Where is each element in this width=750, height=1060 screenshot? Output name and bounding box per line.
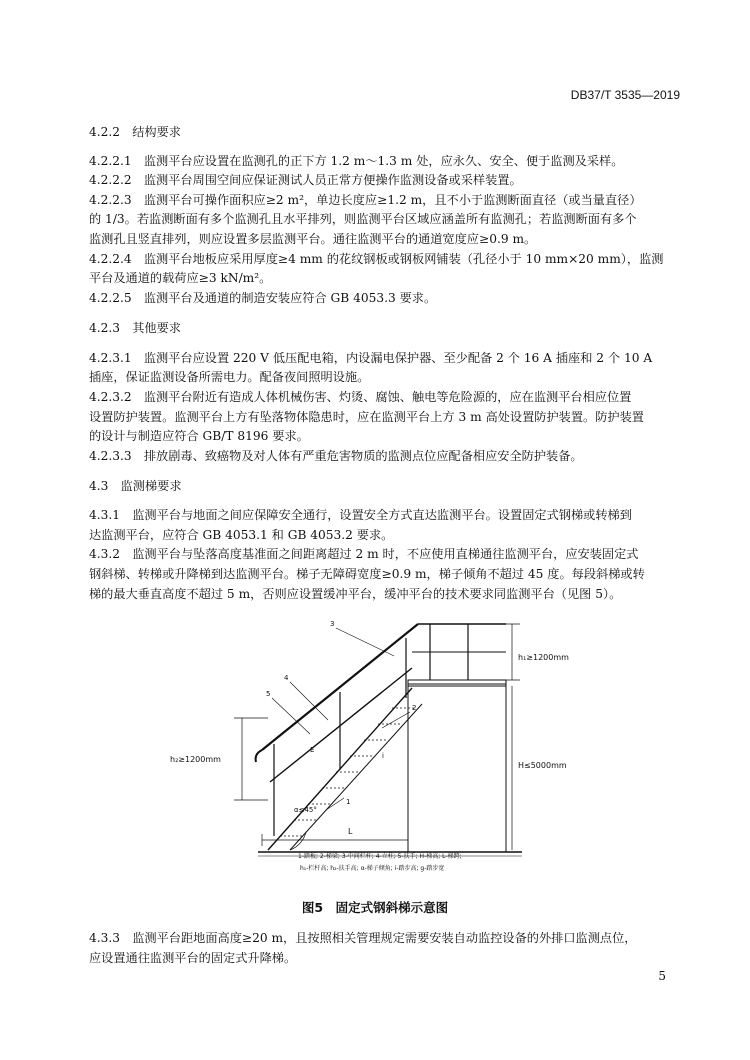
stair-stringer-lower (290, 704, 422, 850)
text-line: 4.2.2.3 监测平台可操作面积应≥2 m²，单边长度应≥1.2 m，且不小于监测断面直径（或当量直径） (89, 193, 642, 207)
callout-5: 5 (266, 690, 271, 698)
text-line: 4.2.2.5 监测平台及通道的制造安装应符合 GB 4053.3 要求。 (89, 291, 437, 305)
text-line: 4.2.3.2 监测平台附近有造成人体机械伤害、灼烫、腐蚀、触电等危险源的，应在监测平台相应位置 (89, 390, 632, 404)
text-line: 4.2.3.3 排放剧毒、致癌物及对人体有严重危害物质的监测点位应配备相应安全防护装备。 (89, 449, 583, 463)
platform-wall (408, 684, 506, 852)
legend-line-2: h₁-栏杆高; h₂-扶手高; α-梯子倾角; i-踏步高; g-踏步宽 (300, 865, 445, 872)
label-H: H≤5000mm (518, 761, 567, 770)
document-code: DB37/T 3535—2019 (570, 88, 680, 102)
text-line: 梯的最大垂直高度不超过 5 m，否则应设置缓冲平台，缓冲平台的技术要求同监测平台（见图 5）。 (89, 587, 622, 601)
label-i: i (382, 752, 384, 760)
platform-deck (408, 680, 506, 686)
label-L: L (348, 827, 353, 836)
text-line: 钢斜梯、转梯或升降梯到达监测平台。梯子无障碍宽度≥0.9 m，梯子倾角不超过 45 度。每段斜梯或转 (89, 567, 645, 581)
text-line: 平台及通道的载荷应≥3 kN/m²。 (89, 271, 272, 285)
callout-3: 3 (330, 620, 335, 628)
dimension-h2 (234, 718, 268, 800)
text-line: 4.2.2.1 监测平台应设置在监测孔的正下方 1.2 m～1.3 m 处，应永久、安全、便于监测及采样。 (89, 154, 624, 168)
figure-caption: 图5 固定式钢斜梯示意图 (301, 900, 449, 915)
label-alpha: α≤45° (294, 806, 317, 814)
label-h2: h₂≥1200mm (170, 755, 221, 764)
dimension-L (262, 834, 408, 846)
text-line: 4.3.2 监测平台与坠落高度基准面之间距离超过 2 m 时，不应使用直梯通往监测平台，应安装固定式 (89, 547, 639, 561)
callout-leaders (272, 628, 410, 810)
page-number: 5 (658, 969, 666, 983)
label-h1: h₁≥1200mm (518, 653, 569, 662)
text-line: 设置防护装置。监测平台上方有坠落物体隐患时，应在监测平台上方 3 m 高处设置防护装置。防护装置 (89, 410, 644, 424)
text-line: 的设计与制造应符合 GB/T 8196 要求。 (89, 429, 309, 443)
steel-stair-diagram (150, 612, 590, 882)
label-e: E (310, 746, 315, 754)
callout-2: 2 (412, 704, 417, 712)
text-line: 4.2.2.4 监测平台地板应采用厚度≥4 mm 的花纹钢板或钢板网铺装（孔径小于 10 mm×20 mm），监测 (89, 252, 664, 266)
section-heading: 4.3 监测梯要求 (89, 479, 182, 493)
section-heading: 4.2.2 结构要求 (89, 125, 181, 139)
text-line: 达监测平台，应符合 GB 4053.1 和 GB 4053.2 要求。 (89, 528, 394, 542)
text-line: 4.3.1 监测平台与地面之间应保障安全通行，设置安全方式直达监测平台。设置固定式钢梯或转梯到 (89, 508, 632, 522)
text-line: 4.2.2.2 监测平台周围空间应保证测试人员正常方便操作监测设备或采样装置。 (89, 173, 522, 187)
callout-4: 4 (284, 674, 289, 682)
section-heading: 4.2.3 其他要求 (89, 321, 181, 335)
text-line: 4.2.3.1 监测平台应设置 220 V 低压配电箱，内设漏电保护器、至少配备 2 个 16 A 插座和 2 个 10 A (89, 351, 653, 365)
text-line: 监测孔且竖直排列，则应设置多层监测平台。通往监测平台的通道宽度应≥0.9 m。 (89, 232, 537, 246)
text-line: 的 1/3。若监测断面有多个监测孔且水平排列，则监测平台区域应涵盖所有监测孔；若监测断面有多个 (89, 212, 637, 226)
handrail-end (256, 750, 262, 762)
text-line: 4.3.3 监测平台距地面高度≥20 m，且按照相关管理规定需要安装自动监控设备的外排口监测点位， (89, 931, 637, 945)
text-line: 插座，保证监测设备所需电力。配备夜间照明设施。 (89, 370, 370, 384)
stair-treads (280, 708, 414, 836)
legend-line-1: 1-踏板; 2-梯梁; 3-中间栏杆; 4-立柱; 5-扶手; H-梯高; L-梯跨; (298, 853, 462, 860)
stair-posts (274, 624, 468, 836)
callout-1: 1 (346, 798, 351, 806)
text-line: 应设置通往监测平台的固定式升降梯。 (89, 951, 297, 965)
